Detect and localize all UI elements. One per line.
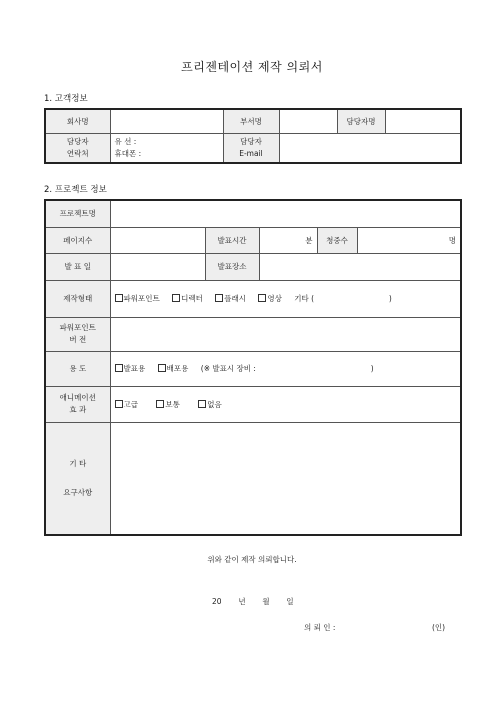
project-name-field[interactable]	[110, 200, 461, 227]
usage-options: 발표용 배포용 (※ 발표시 장비 : )	[110, 351, 461, 386]
checkbox-icon	[115, 400, 123, 408]
audience-label: 청중수	[317, 227, 357, 253]
checkbox-icon	[158, 364, 166, 372]
pages-label: 페이지수	[45, 227, 110, 253]
section-project-heading: 2. 프로젝트 정보	[44, 185, 107, 195]
other-requests-label: 기 타 요구사항	[45, 422, 110, 535]
checkbox-icon	[156, 400, 164, 408]
checkbox-icon	[115, 294, 123, 302]
usage-option-distribution[interactable]: 배포용	[158, 364, 189, 373]
animation-option-normal[interactable]: 보통	[156, 400, 180, 409]
format-option-video[interactable]: 영상	[258, 294, 282, 303]
checkbox-icon	[215, 294, 223, 302]
company-field[interactable]	[110, 109, 223, 133]
format-option-powerpoint[interactable]: 파워포인트	[115, 294, 160, 303]
animation-option-advanced[interactable]: 고급	[115, 400, 139, 409]
section-customer-heading: 1. 고객정보	[44, 94, 88, 104]
format-option-director[interactable]: 디렉터	[172, 294, 203, 303]
seal-mark: (인)	[432, 623, 446, 632]
request-statement: 위와 같이 제작 의뢰합니다.	[207, 555, 297, 564]
manager-label: 담당자명	[337, 109, 385, 133]
project-info-table	[44, 199, 462, 536]
department-label: 부서명	[223, 109, 279, 133]
manager-field[interactable]	[385, 109, 461, 133]
other-requests-field[interactable]	[110, 422, 461, 535]
phone-label: 유 선 :	[114, 136, 137, 146]
presentation-place-field[interactable]	[259, 253, 461, 280]
audience-field[interactable]: 명	[357, 227, 461, 253]
pages-field[interactable]	[110, 227, 205, 253]
presentation-date-label: 발 표 일	[45, 253, 110, 280]
presentation-place-label: 발표장소	[205, 253, 259, 280]
format-label: 제작형태	[45, 280, 110, 317]
checkbox-icon	[172, 294, 180, 302]
email-label: 담당자 E-mail	[223, 133, 279, 163]
checkbox-icon	[258, 294, 266, 302]
page-title: 프리젠테이션 제작 의뢰서	[181, 60, 323, 74]
customer-info-table	[44, 108, 462, 164]
mobile-label: 휴대폰 :	[114, 148, 142, 158]
date-year: 20 년 월 일	[212, 597, 294, 606]
format-option-other: 기타 (	[294, 294, 315, 303]
usage-equipment-note: (※ 발표시 장비 :	[200, 364, 256, 373]
ppt-version-label: 파워포인트 버 전	[45, 317, 110, 351]
animation-options	[110, 386, 461, 422]
usage-label: 용 도	[45, 351, 110, 386]
ppt-version-field[interactable]	[110, 317, 461, 351]
presentation-date-field[interactable]	[110, 253, 205, 280]
email-field[interactable]	[279, 133, 461, 163]
format-options: 파워포인트 디렉터 플래시 영상 기타 ( )	[110, 280, 461, 317]
requester-label: 의 뢰 인 :	[304, 623, 336, 632]
project-name-label: 프로젝트명	[45, 200, 110, 227]
contact-label: 담당자 연락처	[45, 133, 110, 163]
animation-option-none[interactable]: 없음	[198, 400, 222, 409]
presentation-time-field[interactable]: 분	[259, 227, 317, 253]
animation-label: 애니메이션 효 과	[45, 386, 110, 422]
usage-option-presentation[interactable]: 발표용	[115, 364, 146, 373]
department-field[interactable]	[279, 109, 337, 133]
checkbox-icon	[198, 400, 206, 408]
format-option-flash[interactable]: 플래시	[215, 294, 246, 303]
contact-field[interactable]	[110, 133, 223, 163]
company-label: 회사명	[45, 109, 110, 133]
presentation-time-label: 발표시간	[205, 227, 259, 253]
checkbox-icon	[115, 364, 123, 372]
